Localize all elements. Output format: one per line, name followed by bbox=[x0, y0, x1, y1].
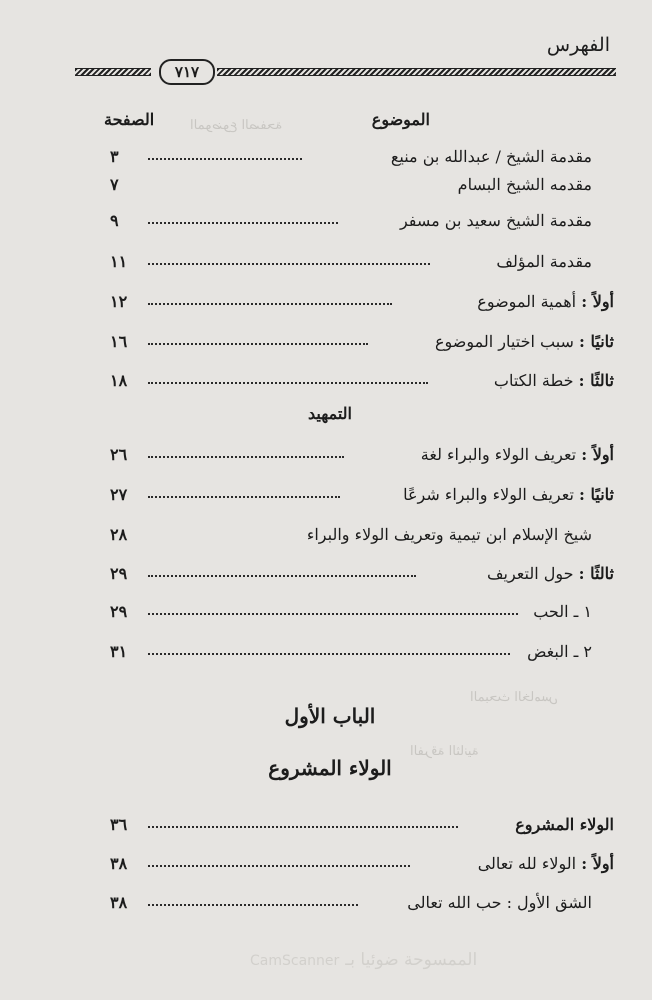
entry-text: مقدمة الشيخ / عبدالله بن منيع bbox=[390, 147, 592, 166]
toc-entry bbox=[110, 444, 614, 466]
chapter-subtitle: الولاء المشروع bbox=[268, 756, 392, 780]
entry-page: ٢٦ bbox=[110, 445, 128, 464]
entry-text: الولاء لله تعالى bbox=[477, 854, 577, 873]
toc-entry bbox=[110, 291, 614, 313]
toc-entry bbox=[110, 853, 614, 875]
entry-prefix: أولاً : bbox=[581, 292, 614, 311]
entry-page: ١٢ bbox=[110, 292, 128, 311]
ornament-line bbox=[217, 68, 616, 76]
page-column-header: الصفحة bbox=[104, 110, 155, 129]
entry-page: ٢٩ bbox=[110, 564, 128, 583]
running-title: الفهرس bbox=[546, 34, 610, 56]
topic-column-header: الموضوع bbox=[371, 110, 430, 129]
leader-dots bbox=[148, 216, 338, 224]
leader-dots bbox=[148, 450, 344, 458]
scanner-watermark bbox=[250, 950, 477, 970]
leader-dots bbox=[148, 376, 428, 384]
page-number: ٧١٧ bbox=[159, 59, 215, 85]
leader-dots bbox=[148, 569, 416, 577]
entry-text: خطة الكتاب bbox=[493, 371, 574, 390]
toc-entry bbox=[110, 892, 614, 914]
entry-page: ٣٦ bbox=[110, 815, 128, 834]
entry-text: مقدمة الشيخ سعيد بن مسفر bbox=[399, 211, 592, 230]
entry-text: مقدمة المؤلف bbox=[496, 252, 592, 271]
bleed-through-text: الفرقة الثانية bbox=[410, 744, 479, 759]
toc-entry bbox=[110, 484, 614, 506]
leader-dots bbox=[148, 490, 340, 498]
toc-entry bbox=[110, 601, 614, 623]
toc-entry bbox=[110, 563, 614, 585]
entry-page: ٢٨ bbox=[110, 525, 128, 544]
entry-text: مقدمه الشيخ البسام bbox=[457, 175, 592, 194]
bleed-through-text: الموضوع الصفحة bbox=[190, 118, 283, 133]
entry-text: سبب اختيار الموضوع bbox=[434, 332, 574, 351]
entry-page: ١٨ bbox=[110, 371, 128, 390]
toc-entry bbox=[110, 251, 614, 273]
entry-prefix: ثالثًا : bbox=[578, 564, 614, 583]
toc-entry bbox=[110, 814, 614, 836]
entry-text: تعريف الولاء والبراء لغة bbox=[420, 445, 577, 464]
section-heading: التمهيد bbox=[308, 404, 352, 423]
leader-dots bbox=[148, 820, 458, 828]
leader-dots bbox=[148, 607, 518, 615]
toc-entry bbox=[110, 174, 614, 196]
toc-entry bbox=[110, 210, 614, 232]
entry-page: ٢٩ bbox=[110, 602, 128, 621]
entry-page: ١٦ bbox=[110, 332, 128, 351]
entry-page: ٩ bbox=[110, 211, 119, 230]
entry-page: ٣ bbox=[110, 147, 119, 166]
header-rule bbox=[75, 62, 616, 80]
leader-dots bbox=[148, 297, 392, 305]
entry-text: الشق الأول : حب الله تعالى bbox=[407, 893, 592, 912]
watermark-text: الممسوحة ضوئيا بـ bbox=[345, 950, 478, 970]
entry-page: ٣٨ bbox=[110, 893, 128, 912]
entry-page: ٣٨ bbox=[110, 854, 128, 873]
entry-prefix: الولاء المشروع bbox=[515, 815, 614, 834]
leader-dots bbox=[148, 859, 410, 867]
entry-prefix: أولاً : bbox=[581, 445, 614, 464]
entry-prefix: ثانيًا : bbox=[579, 485, 614, 504]
entry-prefix: ثانيًا : bbox=[579, 332, 614, 351]
toc-entry bbox=[110, 146, 614, 168]
entry-text: ٢ ـ البغض bbox=[527, 642, 592, 661]
entry-prefix: ثالثًا : bbox=[578, 371, 614, 390]
toc-entry bbox=[110, 524, 614, 546]
watermark-brand: CamScanner bbox=[250, 953, 340, 969]
entry-page: ٧ bbox=[110, 175, 119, 194]
entry-text: شيخ الإسلام ابن تيمية وتعريف الولاء والبراء bbox=[306, 525, 592, 544]
entry-text: ١ ـ الحب bbox=[533, 602, 592, 621]
entry-text: حول التعريف bbox=[486, 564, 574, 583]
leader-dots bbox=[148, 647, 510, 655]
toc-entry bbox=[110, 641, 614, 663]
toc-entry bbox=[110, 370, 614, 392]
toc-entry bbox=[110, 331, 614, 353]
entry-text: أهمية الموضوع bbox=[477, 292, 577, 311]
leader-dots bbox=[148, 337, 368, 345]
leader-dots bbox=[148, 898, 358, 906]
entry-page: ٢٧ bbox=[110, 485, 128, 504]
bleed-through-text: المبحث الخامس bbox=[470, 690, 558, 705]
ornament-line bbox=[75, 68, 151, 76]
entry-prefix: أولاً : bbox=[581, 854, 614, 873]
chapter-title: الباب الأول bbox=[284, 704, 376, 728]
entry-page: ١١ bbox=[110, 252, 128, 271]
leader-dots bbox=[148, 152, 302, 160]
leader-dots bbox=[148, 257, 430, 265]
entry-page: ٣١ bbox=[110, 642, 128, 661]
entry-text: تعريف الولاء والبراء شرعًا bbox=[403, 485, 574, 504]
